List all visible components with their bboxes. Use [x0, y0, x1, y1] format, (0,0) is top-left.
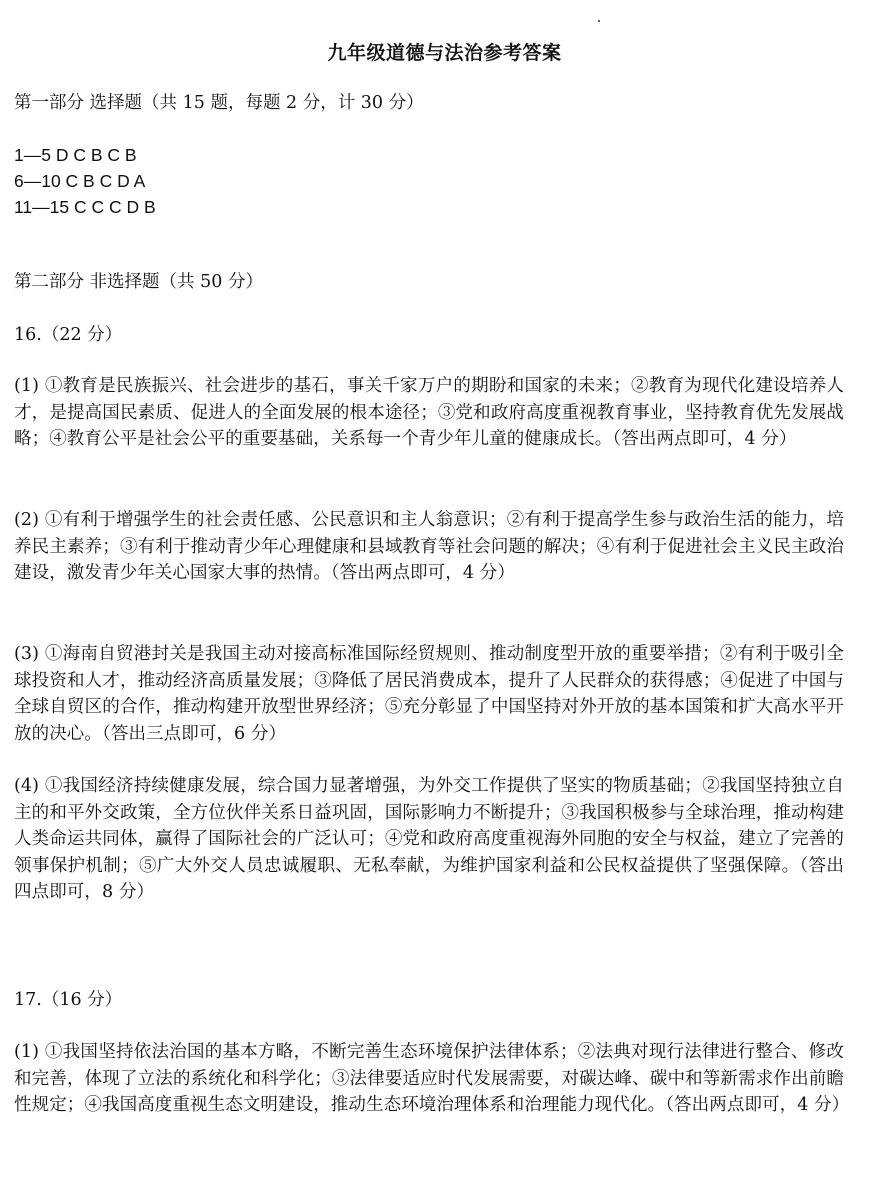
- part2-heading: 第二部分 非选择题（共 50 分）: [14, 272, 263, 292]
- q16-answer-2: (2) ①有利于增强学生的社会责任感、公民意识和主人翁意识；②有利于提高学生参与政治生活的能力，培养民主素养；③有利于推动青少年心理健康和县域教育等社会问题的解决；④有利于促进社会主义民主政治建设，激发青少年关心国家大事的热情。（答出两点即可，4 分）: [14, 510, 844, 584]
- answer-row-6-10: 6—10 C B C D A: [14, 171, 146, 191]
- part1-heading: 第一部分 选择题（共 15 题，每题 2 分，计 30 分）: [14, 93, 424, 113]
- q16-answer-3: (3) ①海南自贸港封关是我国主动对接高标准国际经贸规则、推动制度型开放的重要举措；②有利于吸引全球投资和人才，推动经济高质量发展；③降低了居民消费成本，提升了人民群众的获得感；④促进了中国与全球自贸区的合作，推动构建开放型世界经济；⑤充分彰显了中国坚持对外开放的基本国策和扩大高水平开放的决心。（答出三点即可，6 分）: [14, 644, 844, 744]
- q17-answer-1: (1) ①我国坚持依法治国的基本方略，不断完善生态环境保护法律体系；②法典对现行法律进行整合、修改和完善，体现了立法的系统化和科学化；③法律要适应时代发展需要，对碳达峰、碳中和等新需求作出前瞻性规定；④我国高度重视生态文明建设，推动生态环境治理体系和治理能力现代化。（答出两点即可，4 分）: [14, 1042, 850, 1116]
- scan-speck: [598, 20, 600, 22]
- answer-row-11-15: 11—15 C C C D B: [14, 197, 156, 217]
- document-title: 九年级道德与法治参考答案: [327, 42, 562, 64]
- q16-answer-4: (4) ①我国经济持续健康发展，综合国力显著增强，为外交工作提供了坚实的物质基础；②我国坚持独立自主的和平外交政策，全方位伙伴关系日益巩固，国际影响力不断提升；③我国积极参与全球治理，推动构建人类命运共同体，赢得了国际社会的广泛认可；④党和政府高度重视海外同胞的安全与权益，建立了完善的领事保护机制；⑤广大外交人员忠诚履职、无私奉献，为维护国家利益和公民权益提供了坚强保障。（答出四点即可，8 分）: [14, 776, 844, 903]
- q16-heading: 16.（22 分）: [14, 325, 123, 345]
- q16-answer-1: (1) ①教育是民族振兴、社会进步的基石，事关千家万户的期盼和国家的未来；②教育为现代化建设培养人才，是提高国民素质、促进人的全面发展的根本途径；③党和政府高度重视教育事业，坚持教育优先发展战略；④教育公平是社会公平的重要基础，关系每一个青少年儿童的健康成长。（答出两点即可，4 分）: [14, 376, 844, 450]
- q17-heading: 17.（16 分）: [14, 990, 123, 1010]
- answer-row-1-5: 1—5 D C B C B: [14, 145, 137, 165]
